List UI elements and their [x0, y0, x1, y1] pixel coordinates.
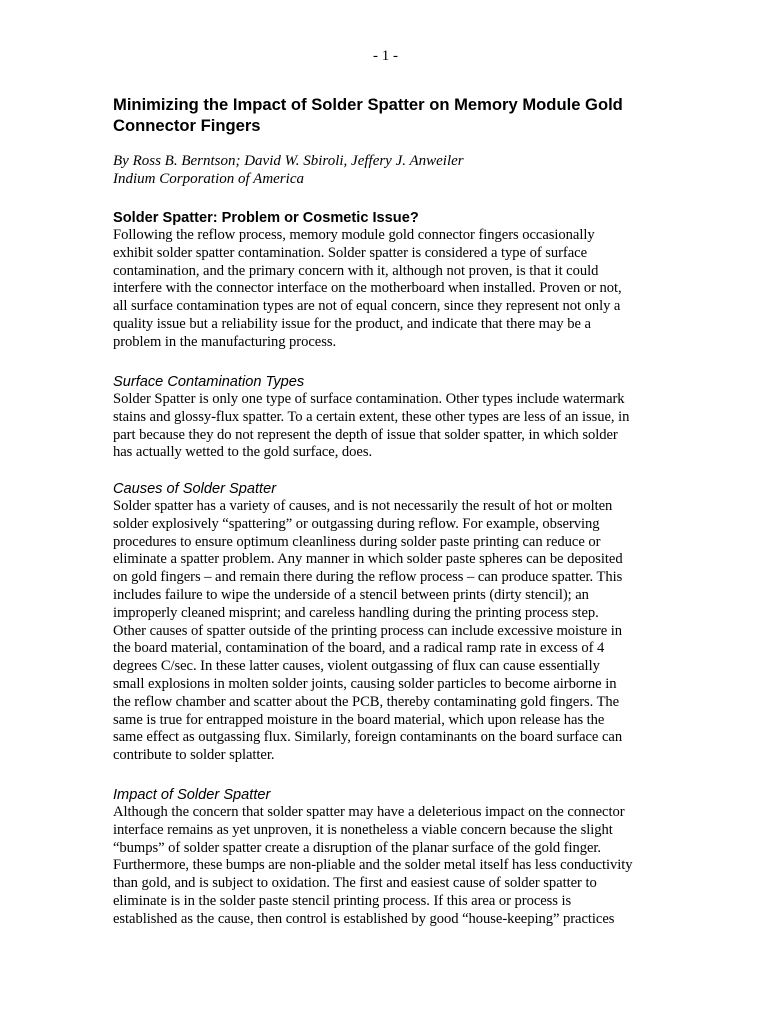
text-line: the reflow chamber and scatter about the PCB, thereby contaminating gold fingers. The: [113, 693, 620, 710]
text-line: solder explosively “spattering” or outgassing during reflow. For example, observing: [113, 515, 600, 532]
text-line: all surface contamination types are not of equal concern, since they represent not only a: [113, 298, 621, 315]
text-line: exhibit solder spatter contamination. Solder spatter is considered a type of surface: [113, 244, 588, 261]
section-causes-of-solder-spatter: [113, 480, 658, 765]
document-title: [113, 94, 658, 136]
section-impact-of-solder-spatter: [113, 786, 658, 929]
text-line: stains and glossy-flux spatter. To a certain extent, these other types are less of an issue, in: [113, 408, 630, 425]
section-paragraph: [113, 498, 658, 765]
text-line: part because they do not represent the depth of issue that solder spatter, in which solder: [113, 426, 618, 443]
text-line: Furthermore, these bumps are non-pliable and the solder metal itself has less conductivity: [113, 857, 633, 874]
page-number: - 1 -: [373, 48, 398, 64]
text-line: quality issue but a reliability issue for the product, and indicate that there may be a: [113, 315, 591, 332]
text-line: Although the concern that solder spatter may have a deleterious impact on the connector: [113, 804, 625, 820]
text-line: contamination, and the primary concern with it, although not proven, is that it could: [113, 262, 599, 279]
affiliation: Indium Corporation of America: [113, 171, 304, 187]
text-line: on gold fingers – and remain there during the reflow process – can produce spatter. This: [113, 569, 623, 586]
subsection-heading: Surface Contamination Types: [113, 374, 305, 390]
section-heading: Solder Spatter: Problem or Cosmetic Issue?: [113, 210, 419, 226]
text-line: has actually wetted to the gold surface, does.: [113, 444, 373, 461]
text-line: Solder spatter has a variety of causes, and is not necessarily the result of hot or molten: [113, 498, 613, 514]
section-problem-or-cosmetic-issue: [113, 209, 658, 352]
text-line: small explosions in molten solder joints, causing solder particles to become airborne in: [113, 675, 617, 692]
text-line: procedures to ensure optimum cleanliness during solder paste printing can reduce or: [113, 533, 601, 550]
authors: By Ross B. Berntson; David W. Sbiroli, Jeffery J. Anweiler: [113, 153, 464, 169]
section-paragraph: [113, 391, 658, 462]
section-paragraph: [113, 804, 658, 929]
text-line: includes failure to wipe the underside of a stencil between prints (dirty stencil); an: [113, 586, 589, 603]
text-line: contribute to solder splatter.: [113, 747, 275, 764]
text-line: eliminate is in the solder paste stencil printing process. If this area or process is: [113, 892, 572, 909]
title-line: Minimizing the Impact of Solder Spatter on Memory Module Gold: [113, 95, 623, 114]
title-line: Connector Fingers: [113, 116, 261, 135]
text-line: interface remains as yet unproven, it is nonetheless a viable concern because the slight: [113, 821, 613, 838]
text-line: same effect as outgassing flux. Similarly, foreign contaminants on the board surface can: [113, 729, 623, 746]
text-line: eliminate a spatter problem. Any manner in which solder paste spheres can be deposited: [113, 551, 623, 568]
text-line: interfere with the connector interface on the motherboard when installed. Proven or not,: [113, 280, 622, 297]
text-line: improperly cleaned misprint; and careless handling during the printing process step.: [113, 604, 599, 621]
text-line: Following the reflow process, memory module gold connector fingers occasionally: [113, 227, 595, 243]
subsection-heading: Impact of Solder Spatter: [113, 787, 271, 803]
section-paragraph: [113, 227, 658, 352]
text-line: problem in the manufacturing process.: [113, 333, 337, 350]
section-surface-contamination-types: [113, 373, 658, 462]
text-line: same is true for entrapped moisture in the board material, which upon release has the: [113, 711, 605, 728]
text-line: the board material, contamination of the board, and a radical ramp rate in excess of 4: [113, 640, 605, 657]
text-line: “bumps” of solder spatter create a disruption of the planar surface of the gold finger.: [113, 839, 602, 856]
text-line: Solder Spatter is only one type of surface contamination. Other types include watermark: [113, 391, 625, 407]
text-line: degrees C/sec. In these latter causes, violent outgassing of flux can cause essentially: [113, 658, 600, 675]
subsection-heading: Causes of Solder Spatter: [113, 481, 277, 497]
text-line: than gold, and is subject to oxidation. The first and easiest cause of solder spatter to: [113, 875, 597, 892]
text-line: established as the cause, then control is established by good “house-keeping” practices: [113, 910, 615, 927]
byline: [113, 152, 658, 188]
text-line: Other causes of spatter outside of the printing process can include excessive moisture in: [113, 622, 623, 639]
